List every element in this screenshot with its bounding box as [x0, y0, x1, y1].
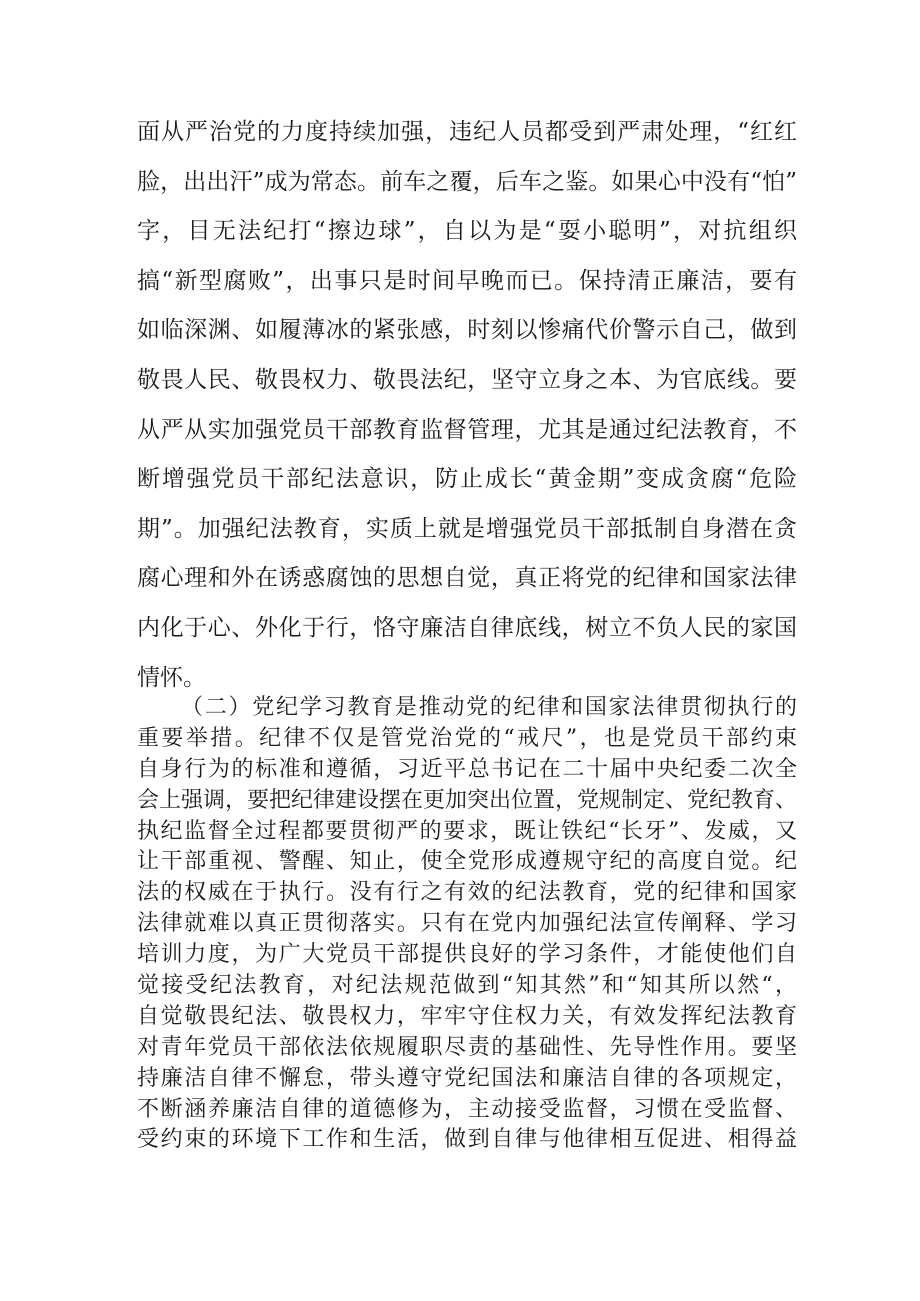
text-line: 期”。加强纪法教育，实质上就是增强党员干部抵制自身潜在贪: [137, 515, 797, 542]
text-line: 自觉敬畏纪法、敬畏权力，牢牢守住权力关，有效发挥纪法教育: [137, 1003, 797, 1029]
text-line: 断增强党员干部纪法意识，防止成长“黄金期”变成贪腐“危险: [137, 466, 797, 493]
paragraph-1: [137, 108, 797, 703]
text-line: 不断涵养廉洁自律的道德修为，主动接受监督，习惯在受监督、: [137, 1096, 797, 1122]
text-line: 受约束的环境下工作和生活，做到自律与他律相互促进、相得益: [137, 1127, 797, 1153]
text-line: 法律就难以真正贯彻落实。只有在党内加强纪法宣传阐释、学习: [137, 911, 797, 937]
text-line: 让干部重视、警醒、知止，使全党形成遵规守纪的高度自觉。纪: [137, 849, 797, 875]
text-line: 搞“新型腐败”，出事只是时间早晚而已。保持清正廉洁，要有: [137, 267, 797, 294]
text-line: 面从严治党的力度持续加强，违纪人员都受到严肃处理，“红红: [137, 119, 797, 145]
section-heading-line: （二）党纪学习教育是推动党的纪律和国家法律贯彻执行的: [181, 695, 797, 720]
text-line: 会上强调，要把纪律建设摆在更加突出位置，党规制定、党纪教育、: [137, 787, 798, 813]
text-line: 内化于心、外化于行，恪守廉洁自律底线，树立不负人民的家国: [137, 614, 797, 641]
text-line: 对青年党员干部依法依规履职尽责的基础性、先导性作用。要坚: [137, 1034, 797, 1060]
text-line: 自身行为的标准和遵循，习近平总书记在二十届中央纪委二次全: [137, 756, 797, 782]
text-line: 情怀。: [137, 664, 206, 691]
text-line: 如临深渊、如履薄冰的紧张感，时刻以惨痛代价警示自己，做到: [137, 317, 797, 344]
text-line: 觉接受纪法教育，对纪法规范做到“知其然”和“知其所以然“，: [137, 973, 797, 999]
text-line: 从严从实加强党员干部教育监督管理，尤其是通过纪法教育，不: [137, 416, 797, 443]
text-line: 持廉洁自律不懈怠，带头遵守党纪国法和廉洁自律的各项规定，: [137, 1065, 797, 1091]
text-line: 字，目无法纪打“擦边球”，自以为是“耍小聪明”，对抗组织: [137, 218, 797, 245]
text-line: 法的权威在于执行。没有行之有效的纪法教育，党的纪律和国家: [137, 880, 797, 906]
paragraph-2: [137, 693, 797, 1156]
text-line: 腐心理和外在诱惑腐蚀的思想自觉，真正将党的纪律和国家法律: [137, 565, 797, 592]
text-line: 执纪监督全过程都要贯彻严的要求，既让铁纪“长牙”、发威，又: [137, 818, 797, 844]
text-line: 敬畏人民、敬畏权力、敬畏法纪，坚守立身之本、为官底线。要: [137, 366, 797, 393]
text-line: 培训力度，为广大党员干部提供良好的学习条件，才能使他们自: [137, 942, 797, 968]
text-line: 脸，出出汗”成为常态。前车之覆，后车之鉴。如果心中没有“怕”: [137, 168, 797, 195]
text-line: 重要举措。纪律不仅是管党治党的“戒尺”，也是党员干部约束: [137, 725, 797, 751]
